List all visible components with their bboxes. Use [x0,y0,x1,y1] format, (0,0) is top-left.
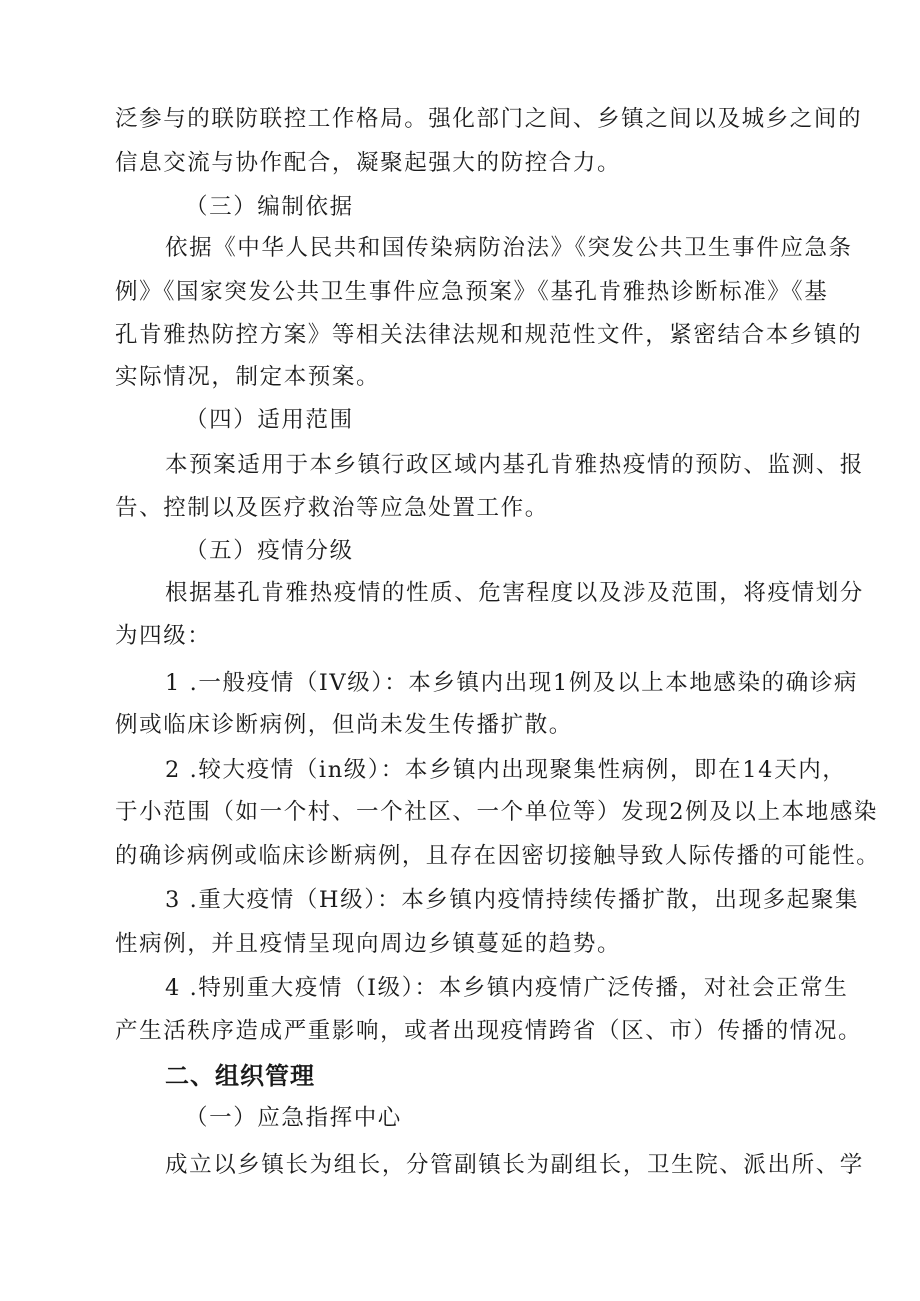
chapter-heading: 二、组织管理 [165,1062,315,1090]
list-item-line: 性病例，并且疫情呈现向周边乡镇蔓延的趋势。 [115,931,622,957]
section-subheading: （五）疫情分级 [185,538,354,564]
paragraph-line: 本预案适用于本乡镇行政区域内基孔肯雅热疫情的预防、监测、报 [165,452,864,478]
section-subheading: （四）适用范围 [185,407,354,433]
list-item-line: 于小范围（如一个村、一个社区、一个单位等）发现2例及以上本地感染 [115,799,879,825]
paragraph-line: 依据《中华人民共和国传染病防治法》《突发公共卫生事件应急条 [165,235,853,261]
paragraph-line: 为四级： [115,623,212,649]
paragraph-line: 泛参与的联防联控工作格局。强化部门之间、乡镇之间以及城乡之间的 [115,106,863,132]
paragraph-line: 实际情况，制定本预案。 [115,364,381,390]
list-item-line: 例或临床诊断病例，但尚未发生传播扩散。 [115,712,573,738]
paragraph-line: 例》《国家突发公共卫生事件应急预案》《基孔肯雅热诊断标准》《基 [115,279,829,305]
list-item-line: 的确诊病例或临床诊断病例，且存在因密切接触导致人际传播的可能性。 [115,843,881,869]
list-item-line: 3 .重大疫情（H级）：本乡镇内疫情持续传播扩散，出现多起聚集 [165,887,860,913]
section-subheading: （三）编制依据 [185,194,354,220]
paragraph-line: 根据基孔肯雅热疫情的性质、危害程度以及涉及范围，将疫情划分 [165,580,864,606]
list-item-line: 4 .特别重大疫情（I级）：本乡镇内疫情广泛传播，对社会正常生 [165,975,849,1001]
paragraph-line: 成立以乡镇长为组长，分管副镇长为副组长，卫生院、派出所、学 [165,1152,864,1178]
paragraph-line: 信息交流与协作配合，凝聚起强大的防控合力。 [115,150,622,176]
paragraph-line: 孔肯雅热防控方案》等相关法律法规和规范性文件，紧密结合本乡镇的 [115,322,863,348]
list-item-line: 1 .一般疫情（IV级）：本乡镇内出现1例及以上本地感染的确诊病 [165,670,859,696]
section-subheading: （一）应急指挥中心 [185,1105,402,1131]
list-item-line: 2 .较大疫情（in级）：本乡镇内出现聚集性病例，即在14天内， [165,757,847,783]
paragraph-line: 告、控制以及医疗救治等应急处置工作。 [115,495,549,521]
list-item-line: 产生活秩序造成严重影响，或者出现疫情跨省（区、市）传播的情况。 [115,1018,863,1044]
